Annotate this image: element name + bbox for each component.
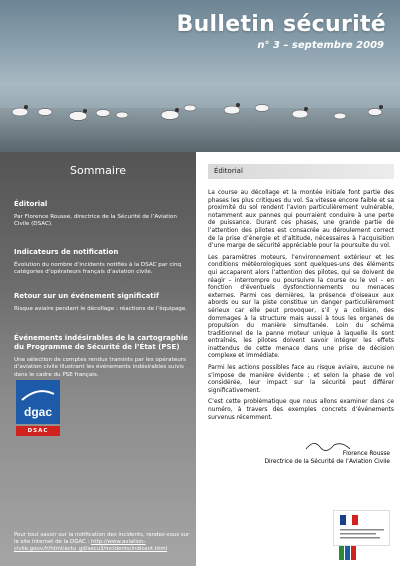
section-heading: Indicateurs de notification (14, 248, 119, 256)
editorial-paragraph: C’est cette problématique que nous allons examiner dans ce numéro, à travers des exemples concrets d’événements survenus récemment. (208, 399, 394, 421)
ministry-secondary-logo (338, 545, 360, 563)
editorial-paragraph: Parmi les actions possibles face au risque aviaire, aucune ne s’impose de manière évidente ; et selon la phase de vol considérée, leur impact sur la sécurité peut différer significativement. (208, 365, 394, 394)
sommaire-section-pse[interactable] (14, 334, 192, 379)
footer-note-text: Pour tout savoir sur la notification des incidents, rendez-vous sur le site Internet de la DGAC : (14, 532, 190, 545)
ministry-logo (333, 510, 390, 546)
issue-number: n° 3 – septembre 2009 (257, 40, 384, 51)
editorial-title: Éditorial (214, 167, 243, 175)
section-text: Une sélection de comptes rendus tramints par les opérateurs d’aviation civile illustrant les événements indésirables suivis dans le cadre du PSE français. (14, 357, 186, 378)
section-text: Évolution du nombre d’incidents notifiés à la DSAC par cinq catégories d’opérateurs français d’aviation civile. (14, 262, 182, 276)
sommaire-panel (0, 152, 196, 566)
header-banner (0, 0, 400, 152)
signature-role: Directrice de la Sécurité de l’Aviation Civile (264, 459, 390, 465)
dsac-label: DSAC (16, 426, 60, 436)
signature-block (200, 450, 390, 466)
editorial-paragraph: Les paramètres moteurs, l’environnement extérieur et les conditions météorologiques sont quelques-uns des éléments qui accaparent alors l’attention des pilotes, qui se doivent de réagir – interrompre ou poursuivre la course ou le vol – en fonction d’éventuels dysfonctionnements ou menaces externes. Parmi ces dernières, la présence d’oiseaux aux abords ou sur la piste constitue un danger particulièrement sérieux car elle peut provoquer, s’il y a collision, des dommages à la structure mais aussi à tous les organes de propulsion du manière simultanée. Loin du schéma traditionnel de la panne moteur unique à laquelle ils sont entraînés, les pilotes doivent savoir intégrer les effets inattendus de cette menace dans une prise de décision complexe et immédiate. (208, 254, 394, 360)
dgac-logo-text: dgac (23, 405, 53, 419)
editorial-body (208, 190, 394, 426)
sommaire-section-retour[interactable] (14, 292, 192, 313)
section-heading: Retour sur un événement significatif (14, 292, 160, 300)
footer-note (14, 532, 194, 553)
bulletin-title: Bulletin sécurité (176, 12, 386, 37)
section-heading: Événements indésirables de la cartographie du Programme de Sécurité de l’État (PSE) (14, 334, 189, 351)
section-text: Par Florence Rousse, directrice de la Sécurité de l’Aviation Civile (DSAC). (14, 214, 177, 228)
sommaire-title: Sommaire (70, 164, 126, 177)
sommaire-section-editorial[interactable] (14, 200, 192, 229)
section-text: Risque aviaire pendant le décollage : réactions de l’équipage. (14, 306, 188, 312)
section-heading: Éditorial (14, 200, 48, 208)
sommaire-section-indicateurs[interactable] (14, 248, 192, 277)
signature-name: Florence Rousse (342, 451, 390, 457)
footer-link[interactable]: http://www.aviation-civile.gouv.fr/html/actu_gd/secu3/incidents/indicent.html (14, 539, 168, 552)
editorial-header (208, 164, 394, 179)
editorial-paragraph: La course au décollage et la montée initiale font partie des phases les plus critiques du vol. Sa vitesse encore faible et sa proximité du sol rendent l’avion particulièrement vulnérable, notamment aux pannes qui pourraient conduire à une perte de puissance. Durant ces phases, une grande partie de l’attention des pilotes est consacrée au déroulement correct de la prise d’énergie et d’altitude, nécessaires à l’acquisition d’une marge de sécurité appréciable pour la poursuite du vol. (208, 190, 394, 250)
dgac-logo (16, 380, 60, 424)
